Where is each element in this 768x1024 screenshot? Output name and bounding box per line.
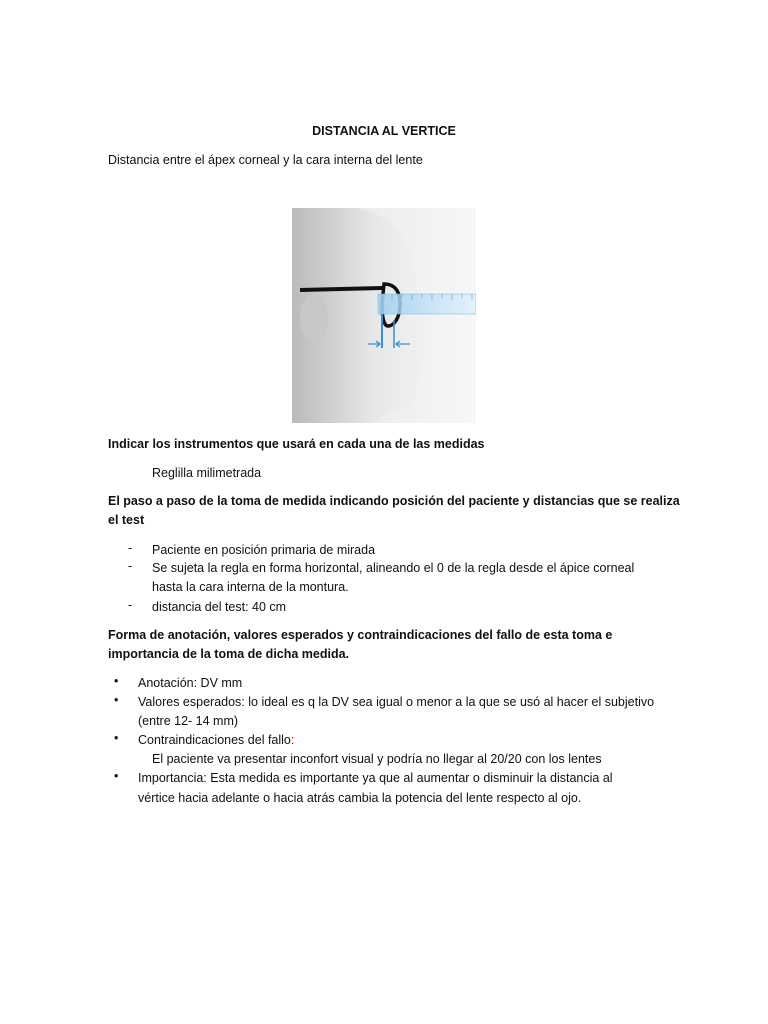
contraindicaciones-label: Contraindicaciones del fallo bbox=[138, 733, 291, 747]
step-marker: - bbox=[128, 559, 133, 573]
bullet-marker: • bbox=[114, 731, 119, 745]
document-title: DISTANCIA AL VERTICE bbox=[312, 124, 456, 138]
step-marker: - bbox=[128, 598, 133, 612]
bullet-marker: • bbox=[114, 769, 119, 783]
instruments-heading: Indicar los instrumentos que usará en cada una de las medidas bbox=[108, 437, 485, 451]
notation-heading-line1: Forma de anotación, valores esperados y contraindicaciones del fallo de esta toma e bbox=[108, 628, 613, 642]
step-marker: - bbox=[128, 541, 133, 555]
step-item: distancia del test: 40 cm bbox=[152, 600, 287, 614]
notation-heading-line2: importancia de la toma de dicha medida. bbox=[108, 647, 350, 661]
procedure-heading-line1: El paso a paso de la toma de medida indicando posición del paciente y distancias que se realiza bbox=[108, 494, 680, 508]
bullet-valores-continuation: (entre 12- 14 mm) bbox=[138, 714, 239, 728]
bullet-valores: Valores esperados: lo ideal es q la DV sea igual o menor a la que se usó al hacer el subjetivo bbox=[138, 695, 655, 709]
step-item-continuation: hasta la cara interna de la montura. bbox=[152, 580, 349, 594]
bullet-marker: • bbox=[114, 674, 119, 688]
bullet-anotacion: Anotación: DV mm bbox=[138, 676, 243, 690]
procedure-heading-line2: el test bbox=[108, 513, 145, 527]
contraindicaciones-colon: : bbox=[290, 733, 295, 747]
contraindicaciones-text: El paciente va presentar inconfort visual y podría no llegar al 20/20 con los lentes bbox=[152, 752, 602, 766]
bullet-contraindicaciones bbox=[138, 731, 294, 749]
head-profile-drawing bbox=[292, 208, 476, 423]
definition-text: Distancia entre el ápex corneal y la cara interna del lente bbox=[108, 153, 423, 167]
step-item: Se sujeta la regla en forma horizontal, alineando el 0 de la regla desde el ápice corneal bbox=[152, 561, 635, 575]
vertex-distance-illustration bbox=[292, 208, 476, 423]
bullet-importancia-continuation: vértice hacia adelante o hacia atrás cambia la potencia del lente respecto al ojo. bbox=[138, 791, 582, 805]
step-item: Paciente en posición primaria de mirada bbox=[152, 543, 376, 557]
bullet-marker: • bbox=[114, 693, 119, 707]
instrument-item: Reglilla milimetrada bbox=[152, 466, 262, 480]
bullet-importancia: Importancia: Esta medida es importante ya que al aumentar o disminuir la distancia al bbox=[138, 771, 613, 785]
